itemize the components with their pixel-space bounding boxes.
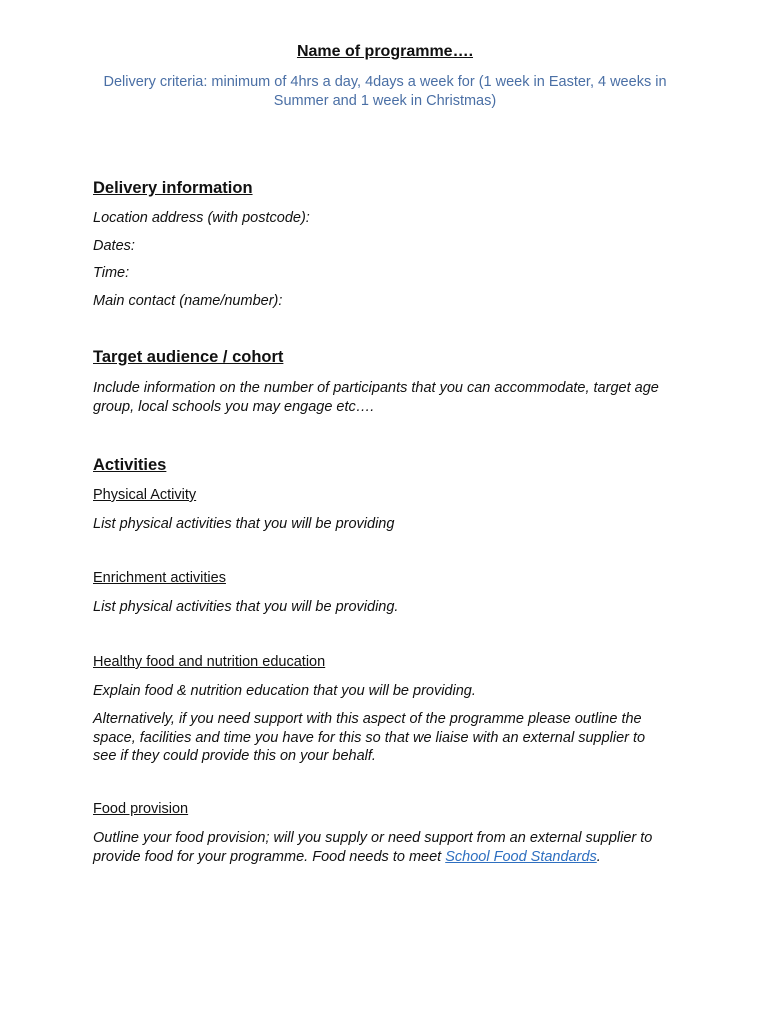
- food-provision-end: .: [596, 848, 601, 865]
- delivery-information-heading: Delivery information: [93, 179, 253, 197]
- dates-label: Dates:: [93, 238, 135, 254]
- programme-title: Name of programme….: [296, 43, 474, 60]
- healthy-food-text: Explain food & nutrition education that you will be providing.: [93, 683, 476, 699]
- target-audience-text: Include information on the number of participants that you can accommodate, target age group, local schools you may engage etc….: [93, 380, 659, 415]
- delivery-criteria: Delivery criteria: minimum of 4hrs a day, 4days a week for (1 week in Easter, 4 weeks in Summer and 1 week in Christmas): [103, 74, 667, 109]
- food-provision-heading: Food provision: [93, 801, 189, 817]
- physical-activity-heading: Physical Activity: [93, 487, 197, 503]
- time-label: Time:: [93, 265, 130, 281]
- enrichment-activities-heading: Enrichment activities: [93, 570, 226, 586]
- food-provision-body: Outline your food provision; will you supply or need support from an external supplier to provide food for your programme. Food needs to meet: [93, 830, 653, 865]
- healthy-food-heading: Healthy food and nutrition education: [93, 654, 326, 670]
- target-audience-heading: Target audience / cohort: [93, 348, 284, 366]
- location-address-label: Location address (with postcode):: [93, 210, 310, 226]
- healthy-food-alternative-text: Alternatively, if you need support with this aspect of the programme please outline the space, facilities and time you have for this so that we liaise with an external supplier to see if they could provide this on your behalf.: [93, 711, 646, 764]
- physical-activity-text: List physical activities that you will be providing: [93, 516, 395, 532]
- activities-heading: Activities: [93, 456, 167, 474]
- school-food-standards-link[interactable]: School Food Standards: [445, 848, 597, 865]
- enrichment-activities-text: List physical activities that you will be providing.: [93, 599, 399, 615]
- main-contact-label: Main contact (name/number):: [93, 293, 283, 309]
- food-provision-text: [93, 829, 683, 866]
